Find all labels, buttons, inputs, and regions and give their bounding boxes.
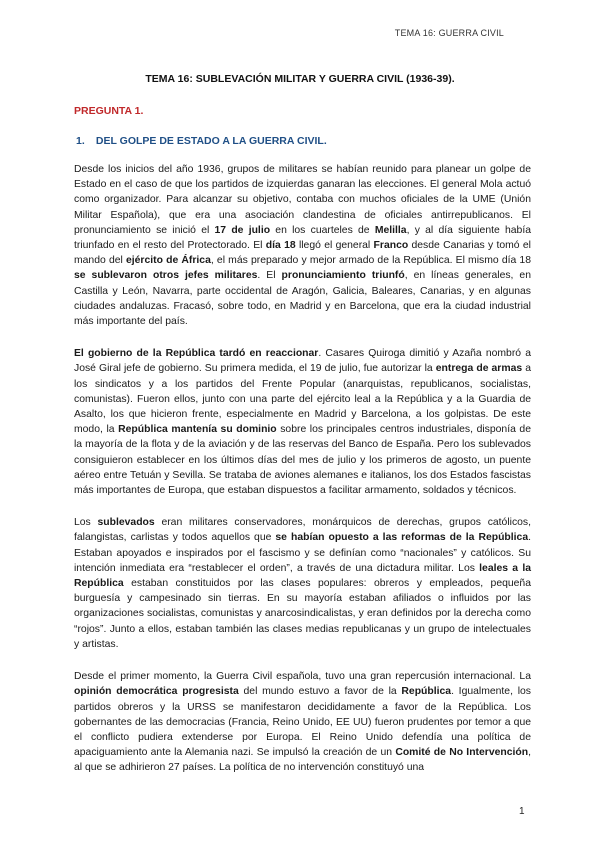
question-label: PREGUNTA 1. — [74, 105, 144, 117]
bold-text: ejército de África — [125, 255, 211, 267]
text-run: , en líneas generales, en Castilla y León, Navarra, parte occidental de Aragón, Galicia, Baleares, Canarias, y en algunas ciudades andaluzas. Fracasó, sobre todo, en Madrid y en Barcelona, que era la ciudad industrial más importante del país. — [74, 270, 531, 328]
section-heading — [76, 135, 327, 147]
text-run: estaban constituidos por las clases populares: obreros y empleados, pequeña burguesía y campesinado sin tierras. En su mayoría estaban afiliados o influidos por las organizaciones socialistas, comunistas y anarcosindicalistas, y eran definidos por la derecha como “rojos”. Junto a ellos, estaban también las clases medias republicanas y un grupo de intelectuales y artistas. — [74, 578, 531, 650]
text-run: . Estaban apoyados e inspirados por el fascismo y se definían como “nacionales” y católicos. Su intención inmediata era “restablecer el orden”, a través de una dictadura militar. Los — [74, 532, 531, 574]
text-run: eran militares conservadores, monárquicos de derechas, grupos católicos, falangistas, carlistas y todos aquellos que — [74, 517, 532, 544]
document-body — [74, 162, 531, 793]
paragraph-bandos — [74, 515, 531, 652]
bold-text: El gobierno de la República tardó en reaccionar — [74, 348, 319, 360]
bold-text: pronunciamiento triunfó — [281, 270, 405, 282]
text-run: Desde los inicios del año 1936, grupos de militares se habían reunido para planear un golpe de Estado en el caso de que los partidos de izquierdas ganaran las elecciones. El general Mola actuó como organizador. Para alcanzar su objetivo, contaba con muchos oficiales de la UME (Unión Militar Española), que era una asociación clandestina de oficiales antirrepublicanos. El pronunciamiento se inició el — [74, 164, 531, 236]
text-run: a los sindicatos y a los partidos del Frente Popular (anarquistas, republicanos, socialistas, comunistas). Fueron ellos, junto con una parte del ejército leal a la República y a la Guardia de Asalto, los que hicieron frente, especialmente en Madrid y Barcelona, a los golpistas. De este modo, la — [74, 363, 531, 436]
bold-text: entrega de armas — [435, 363, 523, 375]
text-run: , al que se adhirieron 27 países. La política de no intervención constituyó una — [74, 747, 531, 774]
text-run: . Igualmente, los partidos obreros y la URSS se manifestaron decididamente a favor de la República. Los gobernantes de las democracias (Francia, Reino Unido, EE UU) fueron prudentes por temor a que el conflicto pudiera extenderse por Europa. El Reino Unido defendía una política de apaciguamiento ante la Alemania nazi. Se impulsó la creación de un — [74, 686, 531, 759]
text-run: . El — [257, 270, 282, 282]
text-run: en los cuarteles de — [270, 224, 375, 236]
bold-text: se habían opuesto a las reformas de la República — [275, 532, 529, 544]
bold-text: sublevados — [97, 517, 155, 529]
bold-text: República mantenía su dominio — [118, 424, 277, 436]
bold-text: opinión democrática progresista — [74, 686, 239, 698]
text-run: , y al día siguiente había triunfado en el resto del Protectorado. El — [74, 224, 531, 252]
bold-text: día 18 — [265, 240, 296, 252]
bold-text: se sublevaron otros jefes militares — [74, 270, 258, 282]
section-title: DEL GOLPE DE ESTADO A LA GUERRA CIVIL. — [95, 135, 327, 147]
running-header: TEMA 16: GUERRA CIVIL — [394, 28, 504, 38]
text-run: , el más preparado y mejor armado de la República. El mismo día 18 — [210, 255, 531, 267]
paragraph-repercusion-internacional — [74, 669, 531, 775]
text-run: . Casares Quiroga dimitió y Azaña nombró a José Giral jefe de gobierno. Su primera medida, el 19 de julio, fue autorizar la — [74, 348, 531, 375]
text-run: Los — [74, 517, 98, 529]
bold-text: Comité de No Intervención — [395, 747, 529, 759]
text-run: llegó el general — [295, 240, 374, 252]
bold-text: 17 de julio — [214, 224, 271, 236]
bold-text: leales a la República — [74, 562, 531, 590]
text-run: sobre los principales centros industriales, disponía de la mayoría de la flota y de la aviación y de las reservas del Banco de España. Pero los sublevados consiguieron establecer en los últimos días del mes de julio y los primeros de agosto, un puente aéreo entre Tetuán y Sevilla. Se trataba de aviones alemanes e italianos, los dos Estados fascistas más importantes de Europa, que estaban dispuestos a facilitar armamento, soldados y técnicos. — [74, 424, 531, 497]
paragraph-golpe — [74, 162, 531, 329]
document-title: TEMA 16: SUBLEVACIÓN MILITAR Y GUERRA CIVIL (1936-39). — [145, 73, 455, 85]
paragraph-reaccion-republica — [74, 346, 531, 498]
bold-text: República — [401, 686, 452, 698]
text-run: Desde el primer momento, la Guerra Civil española, tuvo una gran repercusión internacional. La — [74, 671, 531, 683]
bold-text: Franco — [373, 240, 409, 252]
text-run: desde Canarias y tomó el mando del — [74, 240, 531, 267]
section-number: 1. — [76, 135, 85, 147]
page-number: 1 — [519, 806, 525, 817]
bold-text: Melilla — [374, 224, 407, 236]
text-run: del mundo estuvo a favor de la — [238, 686, 402, 698]
